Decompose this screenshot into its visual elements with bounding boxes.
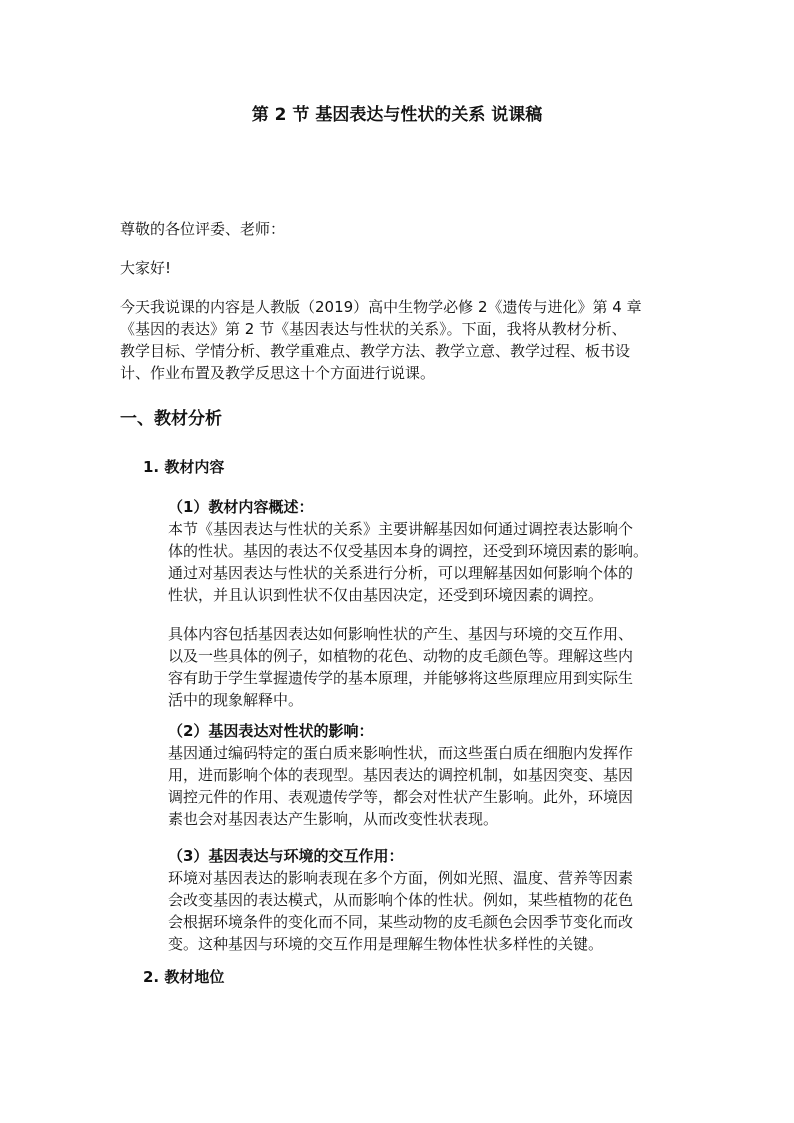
paragraph-title: （2）基因表达对性状的影响： [168,722,374,740]
paragraph-line: 会根据环境条件的变化而不同，某些动物的皮毛颜色会因季节变化而改 [168,913,634,931]
paragraph-line: 容有助于学生掌握遗传学的基本原理，并能够将这些原理应用到实际生 [168,669,634,687]
paragraph-line: 用，进而影响个体的表现型。基因表达的调控机制，如基因突变、基因 [168,766,634,784]
paragraph-title: （1）教材内容概述： [168,498,314,516]
section-heading: 一、教材分析 [120,409,222,429]
paragraph-line: 会改变基因的表达模式，从而影响个体的性状。例如，某些植物的花色 [168,891,634,909]
paragraph-line: 变。这种基因与环境的交互作用是理解生物体性状多样性的关键。 [168,935,604,953]
paragraph-line: 活中的现象解释中。 [168,691,304,709]
intro-line: 今天我说课的内容是人教版（2019）高中生物学必修 2《遗传与进化》第 4 章 [120,298,642,316]
greeting: 尊敬的各位评委、老师： [120,220,286,238]
subsection-heading: 1. 教材内容 [143,458,225,476]
intro-line: 教学目标、学情分析、教学重难点、教学方法、教学立意、教学过程、板书设 [120,342,631,360]
paragraph-line: 环境对基因表达的影响表现在多个方面，例如光照、温度、营养等因素 [168,869,634,887]
paragraph-line: 本节《基因表达与性状的关系》主要讲解基因如何通过调控表达影响个 [168,520,634,538]
subsection-heading: 2. 教材地位 [143,968,225,986]
paragraph-line: 以及一些具体的例子，如植物的花色、动物的皮毛颜色等。理解这些内 [168,647,634,665]
paragraph-line: 基因通过编码特定的蛋白质来影响性状，而这些蛋白质在细胞内发挥作 [168,744,634,762]
intro-line: 计、作业布置及教学反思这十个方面进行说课。 [120,364,436,382]
paragraph-line: 调控元件的作用、表观遗传学等，都会对性状产生影响。此外，环境因 [168,788,634,806]
paragraph-line: 通过对基因表达与性状的关系进行分析，可以理解基因如何影响个体的 [168,564,634,582]
paragraph-line: 性状，并且认识到性状不仅由基因决定，还受到环境因素的调控。 [168,586,604,604]
paragraph-line: 素也会对基因表达产生影响，从而改变性状表现。 [168,810,499,828]
hello: 大家好! [120,259,172,277]
paragraph-title: （3）基因表达与环境的交互作用： [168,847,404,865]
paragraph-line: 体的性状。基因的表达不仅受基因本身的调控，还受到环境因素的影响。 [168,542,649,560]
page-title: 第 2 节 基因表达与性状的关系 说课稿 [251,105,543,125]
paragraph-line: 具体内容包括基因表达如何影响性状的产生、基因与环境的交互作用、 [168,625,634,643]
intro-line: 《基因的表达》第 2 节《基因表达与性状的关系》。下面，我将从教材分析、 [120,320,627,338]
